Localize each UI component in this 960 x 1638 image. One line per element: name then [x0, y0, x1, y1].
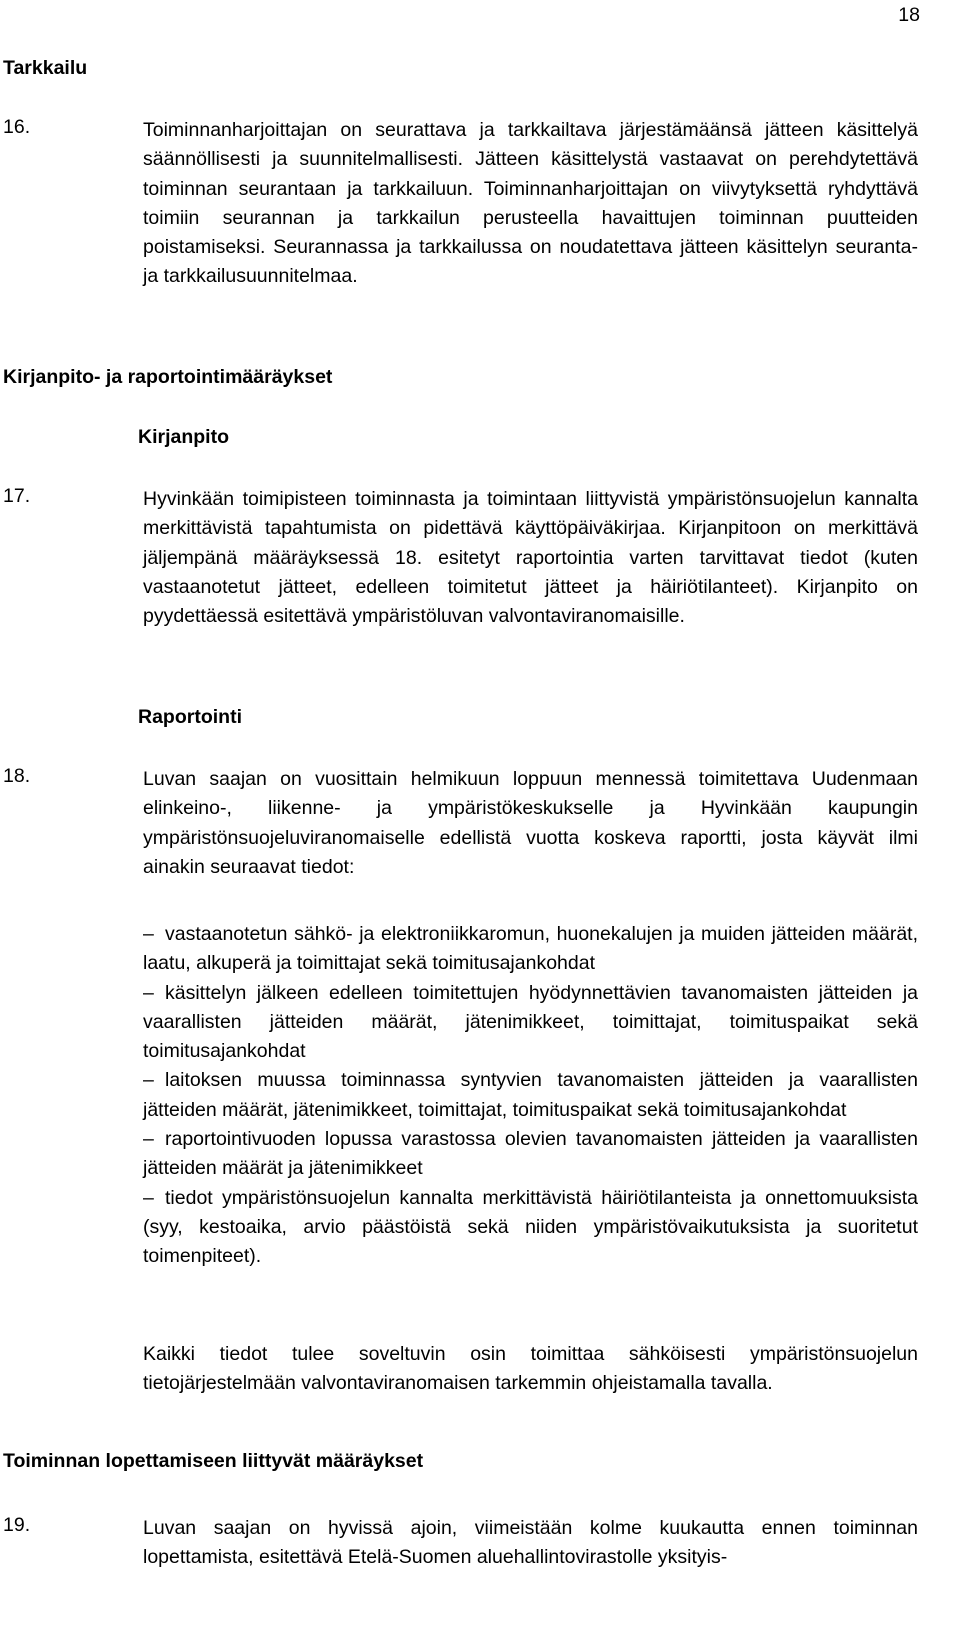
clause-18	[3, 765, 918, 882]
clause-text: Toiminnanharjoittajan on seurattava ja tarkkailtava järjestämäänsä jätteen käsittelyä säännöllisesti ja suunnitelmallisesti. Jätteen käsittelystä vastaavat on perehdytettävä toiminnan seurantaan ja tarkkailuun. Toiminnanharjoittajan on viivytyksettä ryhdyttävä toimiin seurannan ja tarkkailun perusteella havaittujen toiminnan puutteiden poistamiseksi. Seurannassa ja tarkkailussa on noudatettava jätteen käsittelyn seuranta- ja tarkkailusuunnitelmaa.	[143, 119, 918, 288]
closing-paragraph: Kaikki tiedot tulee soveltuvin osin toimittaa sähköisesti ympäristönsuojelun tietojärjestelmään valvontaviranomaisen tarkemmin ohjeistamalla tavalla.	[143, 1343, 918, 1395]
list-item	[143, 979, 918, 1067]
clause-17	[3, 485, 918, 631]
clause-number: 17.	[3, 485, 31, 507]
list-item	[143, 1125, 918, 1184]
dash-marker: –	[143, 981, 154, 1004]
list-item-text: raportointivuoden lopussa varastossa olevien tavanomaisten jätteiden ja vaarallisten jätteiden määrät ja jätenimikkeet	[143, 1128, 918, 1180]
heading-monitoring: Tarkkailu	[3, 57, 88, 79]
subheading-bookkeeping: Kirjanpito	[138, 426, 229, 448]
list-item-text: laitoksen muussa toiminnassa syntyvien tavanomaisten jätteiden ja vaarallisten jätteiden määrät, jätenimikkeet, toimittajat, toimituspaikat sekä toimitusajankohdat	[143, 1069, 918, 1121]
reporting-requirements-list	[143, 920, 918, 1272]
clause-number: 16.	[3, 116, 31, 138]
clause-number: 18.	[3, 765, 31, 787]
list-item-text: käsittelyn jälkeen edelleen toimitettujen hyödynnettävien tavanomaisten jätteiden ja vaarallisten jätteiden määrät, jätenimikkeet, toimittajat, toimituspaikat sekä toimitusajankohdat	[143, 981, 918, 1063]
list-item-text: vastaanotetun sähkö- ja elektroniikkaromun, huonekalujen ja muiden jätteiden määrät, laatu, alkuperä ja toimittajat sekä toimitusajankohdat	[143, 923, 918, 975]
clause-16	[3, 116, 918, 292]
list-item	[143, 1066, 918, 1125]
dash-marker: –	[143, 1128, 154, 1151]
list-item-text: tiedot ympäristönsuojelun kannalta merkittävistä häiriötilanteista ja onnettomuuksista (syy, kestoaika, arvio päästöistä sekä niiden ympäristövaikutuksista ja suoritetut toimenpiteet).	[143, 1186, 918, 1268]
dash-marker: –	[143, 1069, 154, 1092]
dash-marker: –	[143, 923, 154, 945]
heading-records-and-reporting: Kirjanpito- ja raportointimääräykset	[3, 366, 333, 388]
list-item	[143, 920, 918, 979]
page-number: 18	[898, 4, 920, 26]
list-item	[143, 1184, 918, 1272]
clause-text: Luvan saajan on hyvissä ajoin, viimeistään kolme kuukautta ennen toiminnan lopettamista, esitettävä Etelä-Suomen aluehallintovirastolle yksityis-	[143, 1517, 918, 1569]
clause-text: Hyvinkään toimipisteen toiminnasta ja toimintaan liittyvistä ympäristönsuojelun kannalta merkittävistä tapahtumista on pidettävä käyttöpäiväkirjaa. Kirjanpitoon on merkittävä jäljempänä määräyksessä 18. esitetyt raportointia varten tarvittavat tiedot (kuten vastaanotetut jätteet, edelleen toimitetut jätteet ja häiriötilanteet). Kirjanpito on pyydettäessä esitettävä ympäristöluvan valvontaviranomaisille.	[143, 488, 918, 628]
dash-marker: –	[143, 1186, 154, 1209]
clause-number: 19.	[3, 1514, 31, 1536]
subheading-reporting: Raportointi	[138, 706, 242, 728]
clause-text: Luvan saajan on vuosittain helmikuun loppuun mennessä toimitettava Uudenmaan elinkeino-, liikenne- ja ympäristökeskukselle ja Hyvinkään kaupungin ympäristönsuojeluviranomaiselle edellistä vuotta koskeva raportti, josta käyvät ilmi ainakin seuraavat tiedot:	[143, 768, 918, 878]
heading-closure: Toiminnan lopettamiseen liittyvät määräykset	[3, 1450, 424, 1472]
clause-19	[3, 1514, 918, 1573]
